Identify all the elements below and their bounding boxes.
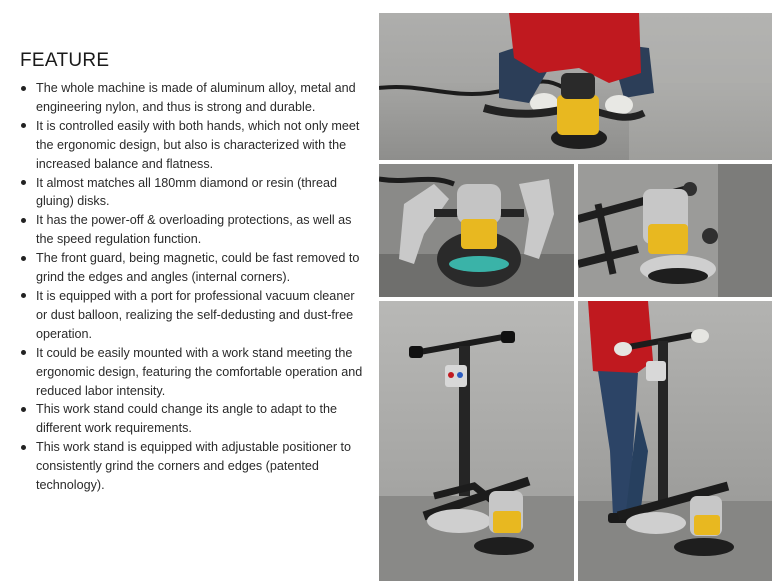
feature-item: It is controlled easily with both hands, which not only meet the ergonomic design, but also is characterized with the increased balance and flatness. [20, 117, 365, 174]
feature-list [20, 79, 365, 495]
photo-worker-with-stand [578, 301, 772, 581]
feature-item: It almost matches all 180mm diamond or resin (thread gluing) disks. [20, 174, 365, 212]
feature-item: It is equipped with a port for professional vacuum cleaner or dust balloon, realizing the self-dedusting and dust-free operation. [20, 287, 365, 344]
feature-item: This work stand is equipped with adjustable positioner to consistently grind the corners and edges (patented technology). [20, 438, 365, 495]
feature-item: The front guard, being magnetic, could be fast removed to grind the edges and angles (internal corners). [20, 249, 365, 287]
photo-work-stand [379, 301, 574, 581]
feature-item: It could be easily mounted with a work stand meeting the ergonomic design, featuring the comfortable operation and reduced labor intensity. [20, 344, 365, 401]
photo-grinder-top-view [379, 164, 574, 297]
feature-title: FEATURE [20, 50, 110, 71]
feature-item: The whole machine is made of aluminum alloy, metal and engineering nylon, and thus is strong and durable. [20, 79, 365, 117]
photo-grinder-stand-frame [578, 164, 772, 297]
feature-panel [20, 50, 365, 495]
photo-worker-kneeling-grinder [379, 13, 772, 160]
feature-item: It has the power-off & overloading protections, as well as the speed regulation function. [20, 211, 365, 249]
feature-item: This work stand could change its angle to adapt to the different work requirements. [20, 400, 365, 438]
